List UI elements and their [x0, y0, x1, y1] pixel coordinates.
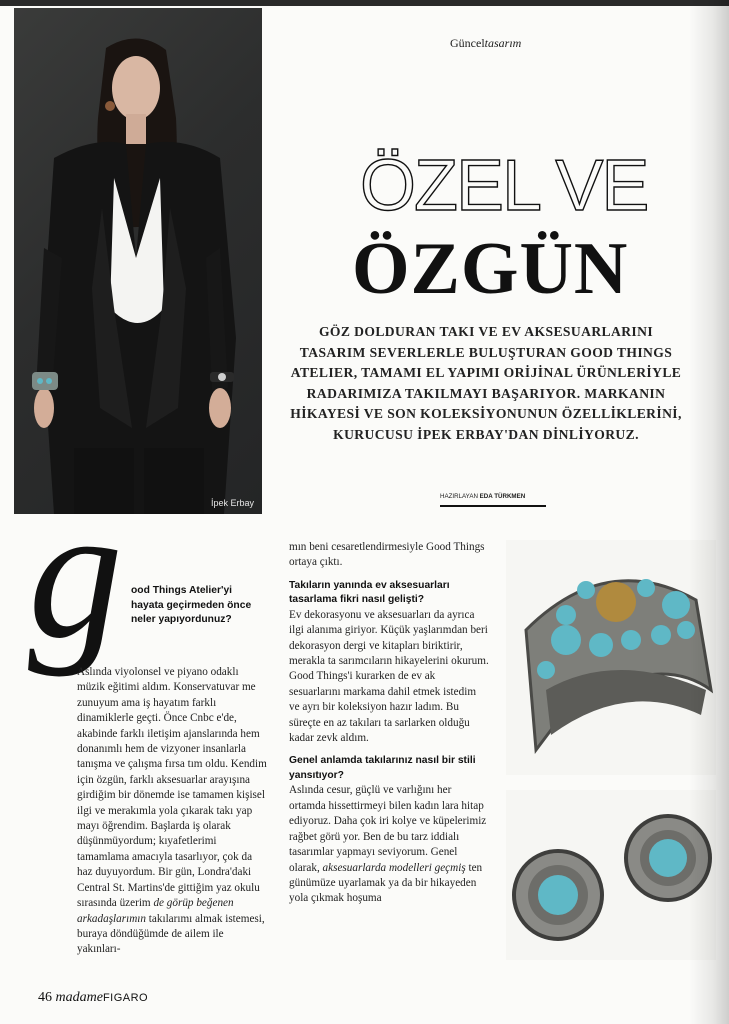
- answer-3-italic: aksesuarlarda modelleri geçmiş: [322, 861, 466, 874]
- byline-label: HAZIRLAYAN: [440, 493, 478, 500]
- section-label: Güncel: [450, 36, 485, 50]
- top-rule: [0, 0, 729, 6]
- photo-credit: İpek Erbay: [210, 498, 254, 508]
- column-1-intro: [131, 584, 261, 628]
- column-2: [289, 540, 489, 907]
- earrings-photo: [506, 790, 716, 960]
- answer-1-text: Aslında viyolonsel ve piyano odaklı müzik eğitimi aldım. Konservatuvar me zunuyum ama iş hayatım farklı dinamiklerle geçti. Önce Cnbc e'de, akabinde farklı iletişim ajanslarında hem donanımlı hem de vizyoner insanlarla tanışma ve çalışma fırsa tım oldu. Kendim için özgün, farklı aksesuarlar arayışına girdiğim bir dönemde ise tamamen kişisel ilgi ve merakımla yola çıkarak takı yap mayı öğrendim. Başlarda iş olarak düşünmüyordum; kıyafetlerimi tamamlama amacıyla tasarlıyor, çok da haz duyuyordum. Bir gün, Londra'daki Central St. Martins'de gittiğim yaz okulu sırasında üzerim: [77, 666, 267, 910]
- page-gutter-shadow: [689, 0, 729, 1024]
- byline-name: EDA TÜRKMEN: [479, 493, 526, 500]
- magazine-name: madame: [55, 990, 103, 1005]
- page-number: 46: [38, 990, 52, 1005]
- page-footer: [38, 990, 148, 1006]
- answer-1-italic: de görüp beğenen arkadaşlarımın: [77, 897, 234, 925]
- column-1: [77, 665, 267, 958]
- byline: [440, 493, 546, 507]
- headline-line-2: ÖZGÜN: [352, 228, 629, 310]
- portrait-photo: [14, 8, 262, 514]
- question-2: Takıların yanında ev aksesuarları tasarlama fikri nasıl gelişti?: [289, 579, 450, 606]
- headline-line-1: ÖZEL VE: [360, 146, 648, 226]
- magazine-brand: FIGARO: [102, 992, 149, 1004]
- answer-1: [77, 665, 267, 958]
- section-header: [450, 36, 521, 51]
- cuff-bracelet-photo: [506, 540, 716, 775]
- drop-cap: g: [28, 468, 123, 678]
- answer-3: [289, 783, 489, 906]
- answer-3-end: ten günümüze uyarlamak ya da bir hikayeden yola çıkmak hoşuma: [289, 861, 483, 905]
- answer-2: Ev dekorasyonu ve aksesuarları da ayrıca ilgi alanıma giriyor. Küçük yaşlarımdan beri dekorasyon dergi ve kitapları biriktirir, merakla ta sarımcıların hikayelerini okurum. Good Things'i kurarken de ev ak sesuarlarını markama dahil etmek istedim ve ayrı bir koleksiyon hazır ladım. Bu süreçte en az takıları ta sarlarken olduğu kadar zevk aldım.: [289, 608, 489, 745]
- answer-3-text: Aslında cesur, güçlü ve varlığını her ortamda hissettirmeyi bilen kadın lara hitap ediyoruz. Daha çok iri kolye ve küpelerimiz rağbet görü yor. Ben de bu tarz iddialı tasarımlar yapmayı seviyorum. Genel olarak,: [289, 784, 487, 874]
- answer-1-end: takılarımı almak istemesi, buraya döndüğümde de ailem ile yakınları-: [77, 912, 265, 956]
- answer-1-continued: mın beni cesaretlendirmesiyle Good Things ortaya çıktı.: [289, 541, 485, 569]
- question-1: ood Things Atelier'yi hayata geçirmeden önce neler yapıyordunuz?: [131, 585, 252, 625]
- question-3: Genel anlamda takılarınız nasıl bir stili yansıtıyor?: [289, 755, 476, 781]
- lead-paragraph: GÖZ DOLDURAN TAKI VE EV AKSESUARLARINI TASARIM SEVERLERLE BULUŞTURAN GOOD THINGS ATELIER, TAMAMI EL YAPIMI ORİJİNAL ÜRÜNLERİYLE RADARIMIZA TAKILMAYI BAŞARIYOR. MARKANIN HİKAYESİ VE SON KOLEKSİYONUNUN ÖZELLİKLERİNİ, KURUCUSU İPEK ERBAY'DAN DİNLİYORUZ.: [290, 324, 682, 442]
- section-sublabel: tasarım: [484, 36, 522, 50]
